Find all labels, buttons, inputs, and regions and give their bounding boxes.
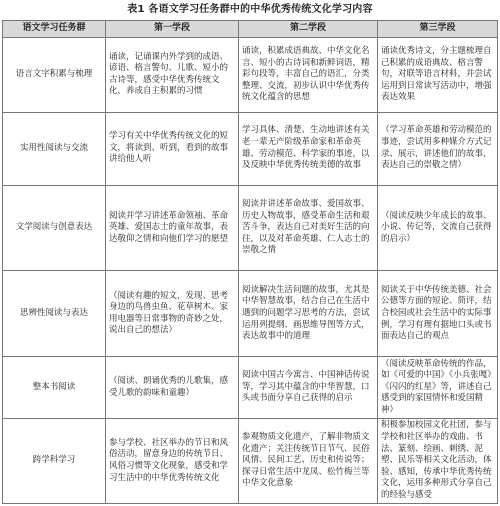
header-stage-2: 第二学段 bbox=[239, 21, 378, 38]
table-row bbox=[3, 112, 498, 185]
stage-2-cell: 阅读中国古今寓言、中国神话传说等，学习其中蕴含的中华智慧，口头或书面分享自己获得的启示 bbox=[239, 357, 378, 419]
task-group-cell: 整本书阅读 bbox=[3, 357, 106, 419]
stage-1-cell: （阅读有趣的短文，发现、思考身边的鸟兽虫鱼、花草树木、家用电器等日常事物的奇妙之处，说出自己的想法） bbox=[106, 271, 239, 357]
header-stage-1: 第一学段 bbox=[106, 21, 239, 38]
stage-1-cell: 诵读，记诵课内外学到的成语、谚语、格言警句、儿歌、短小的古诗等，感受中华优秀传统文化，养成自主积累的习惯 bbox=[106, 38, 239, 113]
table-row bbox=[3, 357, 498, 419]
table-caption: 表1 各语文学习任务群中的中华优秀传统文化学习内容 bbox=[127, 4, 373, 15]
header-row bbox=[3, 21, 498, 38]
stage-2-cell: 阅读并讲述革命故事、爱国故事、历史人物故事，感受革命生活和艰苦斗争，表达自己对美好生活的向往，以及对革命英雄、仁人志士的崇敬之情 bbox=[239, 185, 378, 271]
content-table bbox=[2, 20, 498, 504]
stage-2-cell: 参观物质文化遗产，了解非物质文化遗产；关注传统节日节气、民俗风情、民间工艺、历史和传说等；探寻日常生活中龙凤、松竹梅兰等中华文化意象 bbox=[239, 418, 378, 503]
table-row bbox=[3, 185, 498, 271]
stage-3-cell: （阅读反映少年成长的故事、小说、传记等，交流自己获得的启示） bbox=[378, 185, 498, 271]
stage-3-cell: （学习革命英雄和劳动模范的事迹，尝试用多种媒介方式记录、展示，讲述他们的故事，表达自己的崇敬之情） bbox=[378, 112, 498, 185]
task-group-cell: 跨学科学习 bbox=[3, 418, 106, 503]
header-stage-3: 第三学段 bbox=[378, 21, 498, 38]
stage-3-cell: 积极参加校园文化社团，参与学校和社区举办的戏曲、书法、篆刻、绘画、刺绣、泥塑、民乐等相关文化活动，体验、感知，传承中华优秀传统文化，运用多种形式分享自己的经验与感受 bbox=[378, 418, 498, 503]
stage-2-cell: 诵读，积累成语典故、中华文化名言、短小的古诗词和新鲜词语，精彩句段等，丰富自己的语汇，分类整理、交流，初步认识中华优秀传统文化蕴含的思想 bbox=[239, 38, 378, 113]
stage-1-cell: （阅读、朗诵优秀的儿歌集，感受儿歌的韵味和童趣） bbox=[106, 357, 239, 419]
stage-1-cell: 参与学校、社区举办的节日和风俗活动，留意身边的传统节日、风俗习惯等文化现象，感受和学习生活中的中华优秀传统文化 bbox=[106, 418, 239, 503]
stage-2-cell: 学习具体、清楚、生动地讲述有关老一辈无产阶级革命家和革命英雄、劳动模范、科学家的事迹，以及反映中华优秀传统美德的故事 bbox=[239, 112, 378, 185]
task-group-cell: 思辨性阅读与表达 bbox=[3, 271, 106, 357]
table-row bbox=[3, 38, 498, 113]
stage-3-cell: 诵读优秀诗文，分主题梳理自己积累的成语典故、格言警句，对联等语言材料，并尝试运用到日常读写活动中，增强表达效果 bbox=[378, 38, 498, 113]
task-group-cell: 实用性阅读与交流 bbox=[3, 112, 106, 185]
table-row bbox=[3, 271, 498, 357]
header-task-group: 语文学习任务群 bbox=[3, 21, 106, 38]
task-group-cell: 文学阅读与创意表达 bbox=[3, 185, 106, 271]
table-row bbox=[3, 418, 498, 503]
stage-3-cell: （阅读反映革命传统的作品，如《可爱的中国》《小兵张嘎》《闪闪的红星》等，讲述自己感受到的家国情怀和爱国精神） bbox=[378, 357, 498, 419]
stage-1-cell: 学习有关中华优秀传统文化的短文，将读到、听到，看到的故事讲给他人听 bbox=[106, 112, 239, 185]
stage-2-cell: 阅读解决生活问题的故事，尤其是中华智慧故事，结合自己在生活中遇到的问题学习思考的方法，尝试运用列提纲、画思维导图等方式，表达故事中的道理 bbox=[239, 271, 378, 357]
stage-1-cell: 阅读并学习讲述革命领袖、革命英雄、爱国志士的童年故事，表达敬仰之情和向他们学习的愿望 bbox=[106, 185, 239, 271]
stage-3-cell: 阅读关于中华传统美德、社会公德等方面的短论、简评，结合校园或社会生活中的实际事例，学习有理有据地口头或书面表达自己的观点 bbox=[378, 271, 498, 357]
task-group-cell: 语言文字积累与梳理 bbox=[3, 38, 106, 113]
